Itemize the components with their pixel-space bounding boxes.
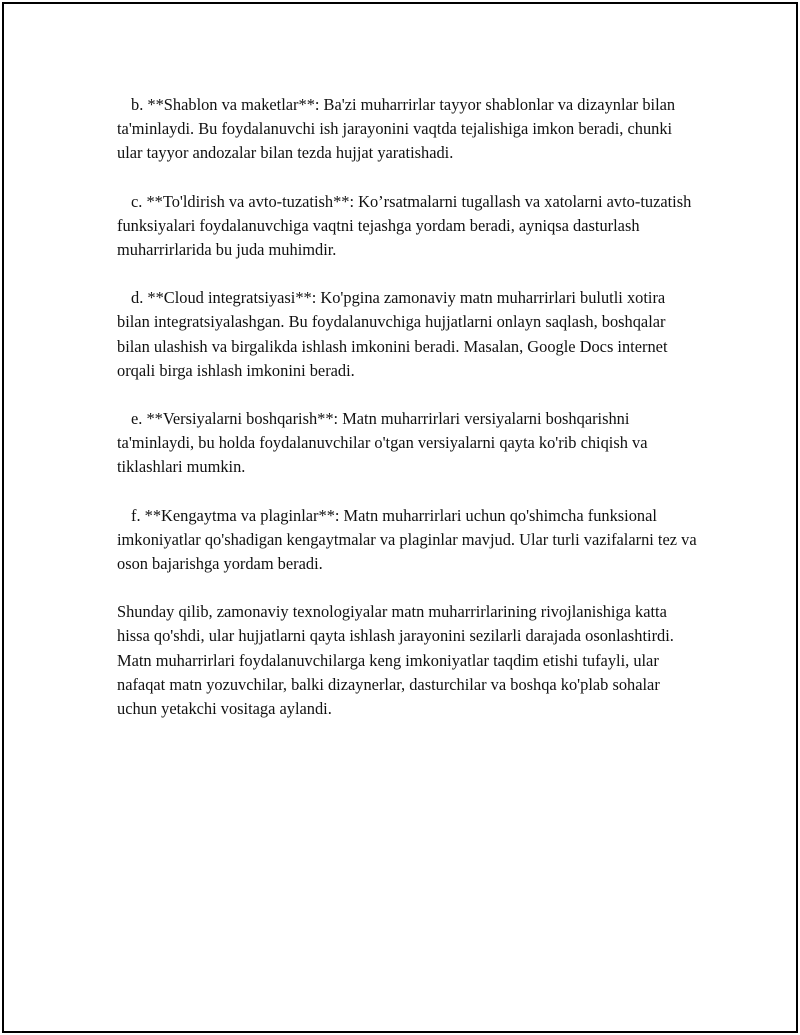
- paragraph-conclusion: Shunday qilib, zamonaviy texnologiyalar matn muharrirlarining rivojlanishiga katta hissa qo'shdi, ular hujjatlarni qayta ishlash jarayonini sezilarli darajada osonlashtirdi. Matn muharrirlari foydalanuvchilarga keng imkoniyatlar taqdim etishi tufayli, ular nafaqat matn yozuvchilar, balki dizaynerlar, dasturchilar va boshqa ko'plab sohalar uchun yetakchi vositaga aylandi.: [117, 602, 674, 719]
- document-body: [117, 93, 697, 745]
- paragraph-autocorrect: c. **To'ldirish va avto-tuzatish**: Ko’rsatmalarni tugallash va xatolarni avto-tuzatish funksiyalari foydalanuvchiga vaqtni tejashga yordam beradi, ayniqsa dasturlash muharrirlarida bu juda muhimdir.: [117, 191, 692, 260]
- paragraph-templates: b. **Shablon va maketlar**: Ba'zi muharrirlar tayyor shablonlar va dizaynlar bilan ta'minlaydi. Bu foydalanuvchi ish jarayonini vaqtda tejalishiga imkon beradi, chunki ular tayyor andozalar bilan tezda hujjat yaratishadi.: [117, 95, 676, 163]
- paragraph-version-control: e. **Versiyalarni boshqarish**: Matn muharrirlari versiyalarni boshqarishni ta'minlaydi, bu holda foydalanuvchilar o'tgan versiyalarni qayta ko'rib chiqish va tiklashlari mumkin.: [117, 409, 648, 477]
- paragraph-extensions: f. **Kengaytma va plaginlar**: Matn muharrirlari uchun qo'shimcha funksional imkoniyatlar qo'shadigan kengaytmalar va plaginlar mavjud. Ular turli vazifalarni tez va oson bajarishga yordam beradi.: [117, 505, 697, 574]
- paragraph-cloud-integration: d. **Cloud integratsiyasi**: Ko'pgina zamonaviy matn muharrirlari bulutli xotira bilan integratsiyalashgan. Bu foydalanuvchiga hujjatlarni onlayn saqlash, boshqalar bilan ulashish va birgalikda ishlash imkonini beradi. Masalan, Google Docs internet orqali birga ishlash imkonini beradi.: [117, 288, 668, 380]
